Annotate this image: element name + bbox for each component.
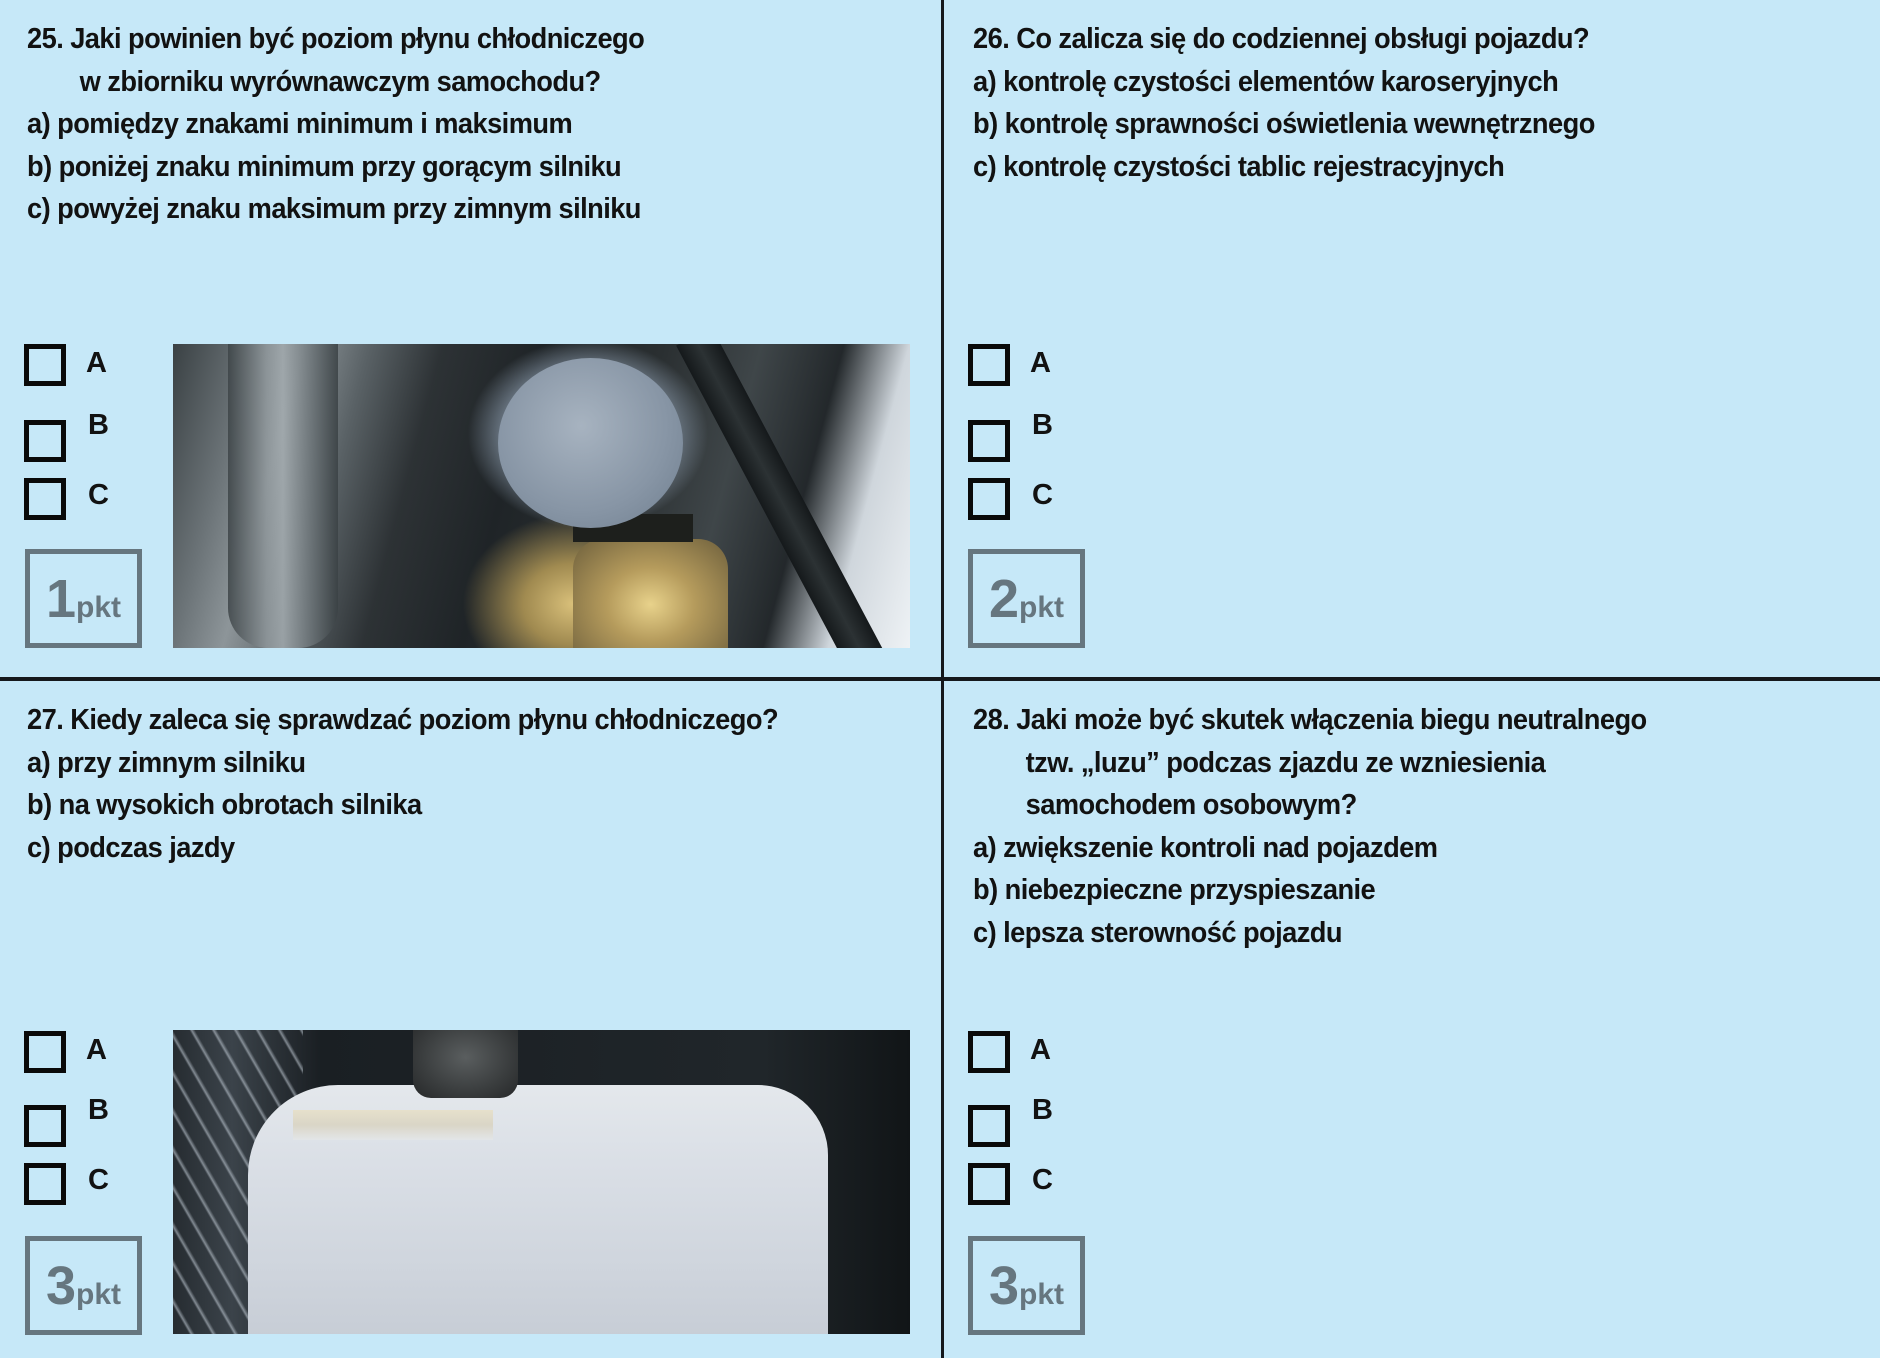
answer-b-text: b) poniżej znaku minimum przy gorącym silniku [27,150,622,183]
points-value: 2 [988,568,1018,629]
choice-b-label: B [88,1094,109,1126]
reservoir-cap-shape [498,358,683,528]
answer-a-text: a) kontrolę czystości elementów karoseryjnych [973,65,1559,98]
choice-c-label: C [88,1164,109,1196]
checkbox-a[interactable] [24,1031,66,1073]
choice-b[interactable] [968,409,1088,464]
points-unit: pkt [76,1277,122,1311]
choice-a-label: A [1030,347,1051,379]
answer-a-text: a) zwiększenie kontroli nad pojazdem [973,831,1438,864]
points-unit: pkt [1019,1277,1065,1311]
choice-c[interactable] [968,478,1088,524]
checkbox-a[interactable] [968,344,1010,386]
reservoir-bottle-shape [573,539,728,648]
choice-a-label: A [86,1034,107,1066]
checkbox-c[interactable] [968,478,1010,520]
choice-b[interactable] [24,1094,144,1149]
points-value: 3 [45,1255,75,1316]
question-card-26 [944,0,1880,677]
answer-b-text: b) kontrolę sprawności oświetlenia wewnętrznego [973,108,1595,140]
choice-c-label: C [1032,479,1053,511]
choice-c[interactable] [24,1163,144,1209]
question-title-continuation: tzw. „luzu” podczas zjazdu ze wzniesienia [1025,746,1546,779]
choice-b-label: B [1032,1094,1053,1126]
points-badge [25,1236,142,1335]
answer-a-text: a) przy zimnym silniku [27,746,306,779]
checkbox-a[interactable] [968,1031,1010,1073]
checkbox-b[interactable] [24,1105,66,1147]
answer-b-text: b) na wysokich obrotach silnika [27,789,422,821]
choice-a-label: A [86,347,107,379]
expansion-tank-photo [173,1030,910,1334]
choice-b-label: B [88,409,109,441]
answer-c-text: c) kontrolę czystości tablic rejestracyjnych [973,150,1505,183]
question-text-28 [973,699,1647,954]
points-badge [968,549,1085,648]
checkbox-c[interactable] [24,478,66,520]
checkbox-b[interactable] [24,420,66,462]
choice-c[interactable] [24,478,144,524]
answer-a-text: a) pomiędzy znakami minimum i maksimum [27,108,573,140]
question-title: 25. Jaki powinien być poziom płynu chłodniczego [27,23,645,55]
question-title: 27. Kiedy zaleca się sprawdzać poziom płynu chłodniczego? [27,704,779,736]
answer-c-text: c) podczas jazdy [27,831,235,864]
question-card-28 [944,681,1880,1358]
coolant-reservoir-photo [173,344,910,648]
answer-b-text: b) niebezpieczne przyspieszanie [973,874,1376,906]
checkbox-a[interactable] [24,344,66,386]
checkbox-b[interactable] [968,1105,1010,1147]
choice-a[interactable] [24,344,144,390]
question-title-continuation: samochodem osobowym? [1025,789,1357,821]
question-text-25 [27,18,644,231]
choice-a[interactable] [24,1031,144,1077]
question-title: 26. Co zalicza się do codziennej obsługi pojazdu? [973,23,1590,55]
answer-c-text: c) powyżej znaku maksimum przy zimnym silniku [27,193,641,225]
question-title: 28. Jaki może być skutek włączenia biegu neutralnego [973,704,1647,736]
question-card-25 [0,0,941,677]
question-text-27 [27,699,778,869]
points-value: 3 [988,1255,1018,1316]
tank-cap-shape [413,1030,518,1098]
choice-a[interactable] [968,1031,1088,1077]
checkbox-c[interactable] [968,1163,1010,1205]
tank-label-shape [293,1110,493,1140]
choice-c-label: C [88,479,109,511]
points-unit: pkt [1019,590,1065,624]
choice-a[interactable] [968,344,1088,390]
question-title-continuation: w zbiorniku wyrównawczym samochodu? [79,65,601,98]
choice-b[interactable] [24,409,144,464]
points-value: 1 [45,568,75,629]
answer-c-text: c) lepsza sterowność pojazdu [973,916,1342,949]
question-card-27 [0,681,941,1358]
question-text-26 [973,18,1595,188]
hose-shape [228,344,338,648]
choice-b[interactable] [968,1094,1088,1149]
points-unit: pkt [76,590,122,624]
choice-b-label: B [1032,409,1053,441]
points-badge [968,1236,1085,1335]
checkbox-b[interactable] [968,420,1010,462]
points-badge [25,549,142,648]
checkbox-c[interactable] [24,1163,66,1205]
choice-a-label: A [1030,1034,1051,1066]
choice-c-label: C [1032,1164,1053,1196]
choice-c[interactable] [968,1163,1088,1209]
